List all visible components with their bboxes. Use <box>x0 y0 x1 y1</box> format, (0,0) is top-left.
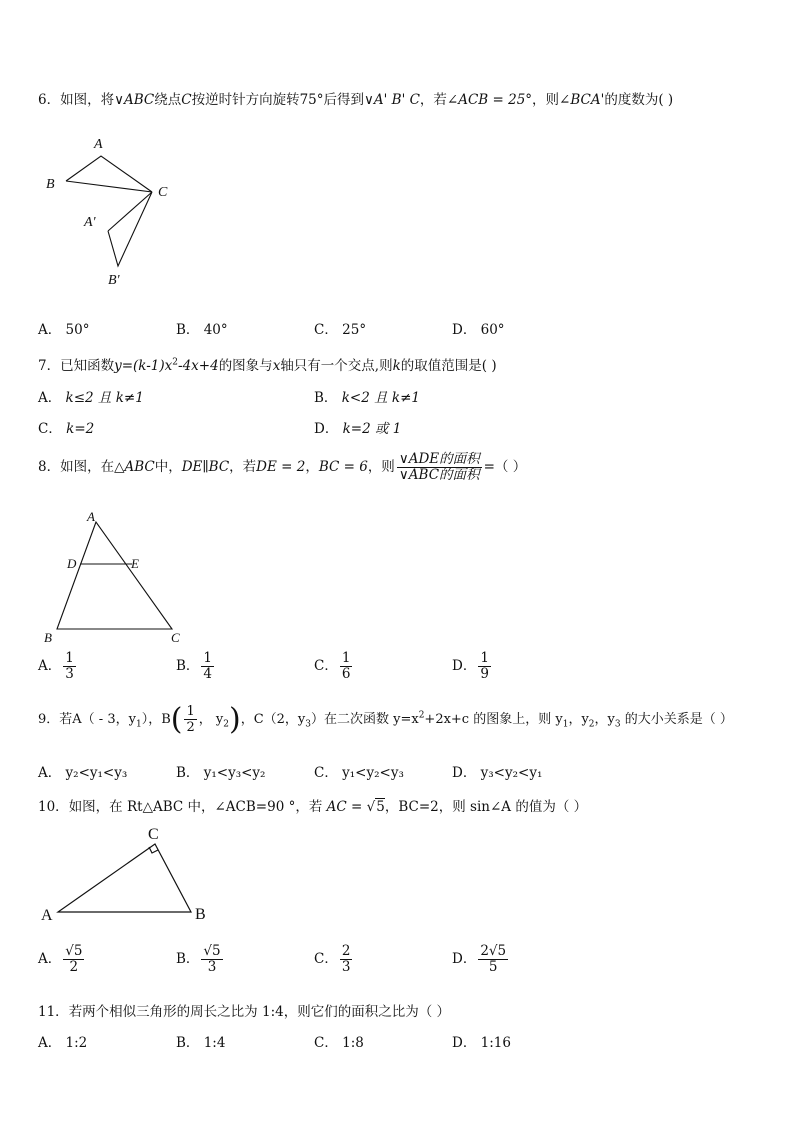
q8-ratio-fraction: $\frac{\text{∨ADE的面积}}{\text{∨ABC的面积}}$ <box>398 451 480 483</box>
q10-label-a: A <box>41 907 53 924</box>
q6-option-b[interactable]: B． 40° <box>176 322 228 338</box>
q8-label-d: D <box>67 556 77 571</box>
q11-option-b[interactable]: B． 1:4 <box>176 1035 226 1051</box>
q6-triangle-abc <box>66 156 152 192</box>
q10-triangle-abc <box>58 844 191 912</box>
q10-figure <box>38 822 218 927</box>
q6-triangle-a2b2c <box>108 192 152 266</box>
q11-option-c[interactable]: C． 1:8 <box>314 1035 364 1051</box>
q11-option-a[interactable]: A． 1:2 <box>38 1035 88 1051</box>
q7-option-c[interactable]: C． k=2 <box>38 421 95 437</box>
q8-figure <box>40 508 190 648</box>
q6-label-a: A <box>94 137 103 152</box>
q6-option-c[interactable]: C． 25° <box>314 322 367 338</box>
q9-option-a[interactable]: A． y₂<y₁<y₃ <box>38 765 128 781</box>
q6-option-a[interactable]: A． 50° <box>38 322 90 338</box>
q9-stem: 9．若A（ - 3，$y_1$），B( $\frac{1}{2}$ ， $y_2$)，C（2，$y_3$）在二次函数 $y=x^2+2x+c$ 的图象上，则 $y_1$，$y_2$，$y_3$ 的大小关系是（ ） <box>38 702 733 737</box>
q6-label-a2: A' <box>84 215 96 230</box>
q10-label-c: C <box>148 826 159 843</box>
q6-option-d[interactable]: D． 60° <box>452 322 505 338</box>
q8-triangle-abc <box>57 522 172 629</box>
q10-option-a[interactable]: A． $\frac{√5}{2}$ <box>38 943 83 975</box>
q7-option-d[interactable]: D． k=2 或 1 <box>314 421 402 437</box>
q8-option-b[interactable]: B． $\frac{1}{4}$ <box>176 650 213 682</box>
q9-option-c[interactable]: C． y₁<y₂<y₃ <box>314 765 404 781</box>
q8-label-a: A <box>87 509 95 524</box>
q6-label-b: B <box>46 177 55 192</box>
q10-option-b[interactable]: B． $\frac{√5}{3}$ <box>176 943 221 975</box>
q6-label-c: C <box>158 185 168 200</box>
q8-label-e: E <box>131 556 139 571</box>
q8-label-b: B <box>44 630 52 645</box>
q9-option-b[interactable]: B． y₁<y₃<y₂ <box>176 765 266 781</box>
q8-label-c: C <box>171 630 180 645</box>
q8-option-d[interactable]: D． $\frac{1}{9}$ <box>452 650 489 682</box>
q7-stem: 7．已知函数$y=(k-1)x^2-4x+4$的图象与x轴只有一个交点,则k的取值范围是( ) <box>38 357 497 374</box>
q11-option-d[interactable]: D． 1:16 <box>452 1035 511 1051</box>
q8-option-c[interactable]: C． $\frac{1}{6}$ <box>314 650 351 682</box>
q9-option-d[interactable]: D． y₃<y₂<y₁ <box>452 765 543 781</box>
q6-label-b2: B' <box>108 273 120 288</box>
q8-option-a[interactable]: A． $\frac{1}{3}$ <box>38 650 74 682</box>
q10-option-c[interactable]: C． $\frac{2}{3}$ <box>314 943 351 975</box>
q11-stem: 11．若两个相似三角形的周长之比为 1:4，则它们的面积之比为（ ） <box>38 1004 450 1020</box>
q7-option-b[interactable]: B． k<2 且 k≠1 <box>314 390 420 406</box>
q10-stem: 10．如图，在 Rt△ABC 中，∠ACB=90 °，若 AC = √5，BC=2，则 sin∠A 的值为（ ） <box>38 799 588 815</box>
q6-figure <box>40 130 190 290</box>
q7-option-a[interactable]: A． k≤2 且 k≠1 <box>38 390 144 406</box>
q10-label-b: B <box>195 906 206 923</box>
q10-option-d[interactable]: D． $\frac{2√5}{5}$ <box>452 943 507 975</box>
q8-stem: 8．如图，在△ABC中，DE∥BC，若DE = 2，BC = 6，则 $\frac{\text{∨ADE的面积}}{\text{∨ABC的面积}}$ =（ ） <box>38 451 527 483</box>
q6-stem: 6．如图，将∨ABC绕点C按逆时针方向旋转75°后得到∨A' B' C，若∠ACB = 25°，则∠BCA'的度数为( ) <box>38 92 674 108</box>
